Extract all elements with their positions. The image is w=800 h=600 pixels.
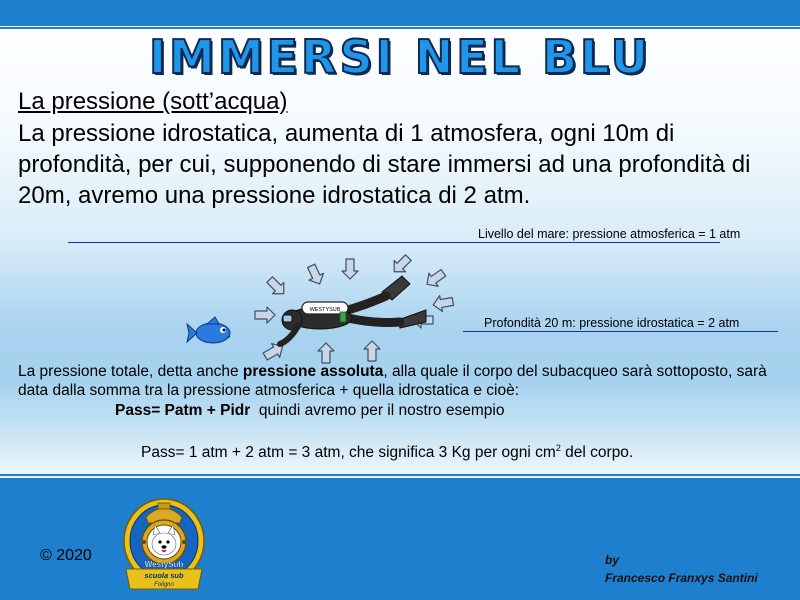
logo-tagline-2: Foligno bbox=[154, 582, 174, 588]
calculation-suffix: del corpo. bbox=[560, 444, 634, 462]
logo-tagline-1: scuola sub bbox=[144, 571, 184, 580]
fish-icon bbox=[187, 317, 230, 343]
formula-row bbox=[115, 402, 504, 420]
credit-name: Francesco Franxys Santini bbox=[605, 571, 758, 585]
tank-text: WESTYSUB bbox=[309, 307, 341, 313]
formula-text: quindi avremo per il nostro esempio bbox=[258, 402, 505, 419]
explanation-bold: pressione assoluta bbox=[242, 363, 384, 380]
logo-name: WestySub bbox=[144, 560, 184, 569]
explanation-part-1: La pressione totale, detta anche bbox=[18, 363, 243, 380]
calculation-main: Pass= 1 atm + 2 atm = 3 atm, che significa 3 Kg per ogni cm bbox=[141, 444, 556, 462]
sea-level-label: Livello del mare: pressione atmosferica = 1 atm bbox=[478, 227, 741, 241]
explanation-part-2: , alla quale il corpo del subacqueo sarà sottoposto, sarà data dalla somma tra la pressione atmosferica + quella idrostatica e cioè: bbox=[18, 363, 767, 399]
explanation-text bbox=[18, 362, 788, 400]
slide-title: IMMERSI NEL BLU bbox=[148, 30, 652, 84]
depth-line bbox=[463, 331, 778, 332]
westysub-logo bbox=[120, 497, 208, 597]
diver-pressure-illustration bbox=[180, 248, 470, 370]
depth-label: Profondità 20 m: pressione idrostatica = 2 atm bbox=[484, 316, 740, 330]
body-text: La pressione idrostatica, aumenta di 1 atmosfera, ogni 10m di profondità, per cui, supponendo di stare immersi ad una profondità di 20m, avremo una pressione idrostatica di 2 atm. bbox=[18, 120, 751, 209]
diver-icon bbox=[280, 276, 426, 344]
top-bar bbox=[0, 0, 800, 26]
calculation-text bbox=[141, 443, 633, 462]
credit-by: by bbox=[605, 553, 620, 567]
copyright: © 2020 bbox=[40, 547, 92, 564]
top-bar-line bbox=[0, 27, 800, 29]
section-subtitle: La pressione (sott’acqua) bbox=[18, 88, 288, 115]
bottom-stripe bbox=[0, 474, 800, 476]
calculation-superscript: 2 bbox=[555, 443, 561, 453]
sea-level-line bbox=[68, 242, 720, 243]
formula-label: Pass= Patm + Pidr bbox=[115, 402, 251, 419]
